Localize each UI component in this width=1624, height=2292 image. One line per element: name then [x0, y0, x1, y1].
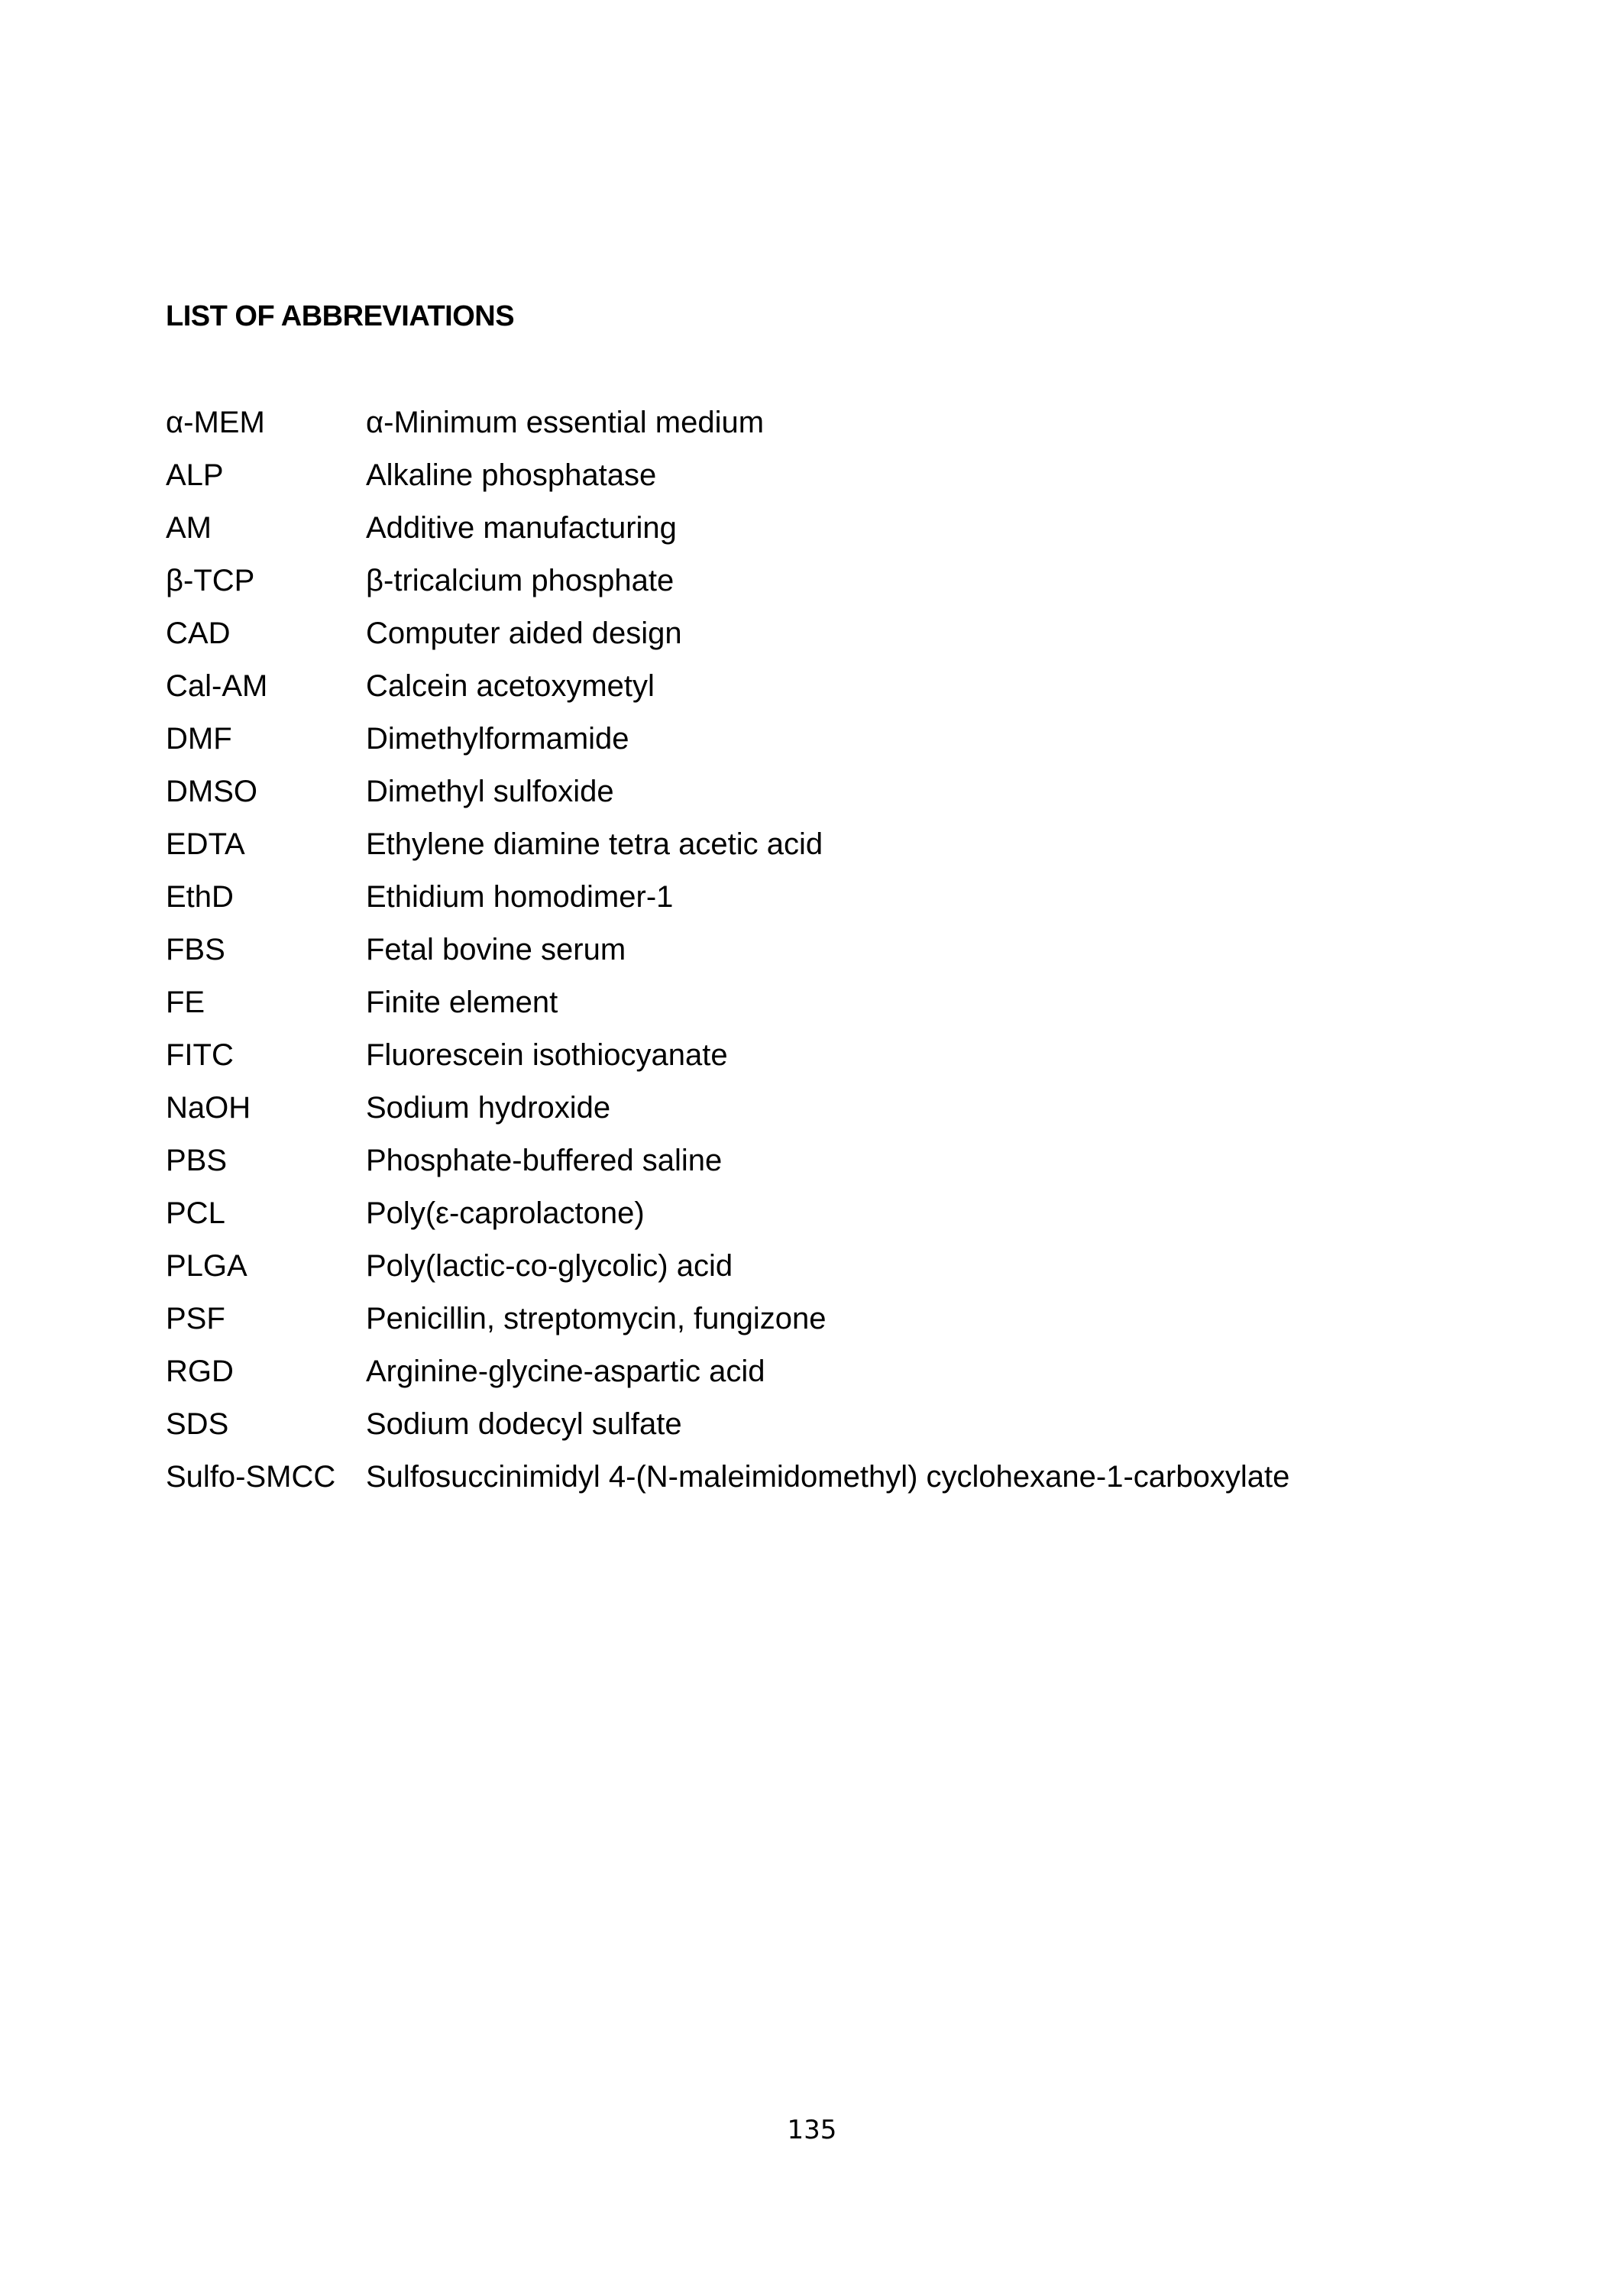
abbreviation-definition: Arginine-glycine-aspartic acid	[366, 1355, 765, 1388]
list-item	[166, 983, 1289, 1036]
list-item	[166, 772, 1289, 825]
list-item	[166, 614, 1289, 667]
list-item	[166, 931, 1289, 983]
abbreviation-term: PBS	[166, 1144, 228, 1177]
abbreviation-term: ALP	[166, 458, 224, 492]
abbreviation-term: CAD	[166, 617, 231, 650]
list-item	[166, 509, 1289, 562]
list-item	[166, 403, 1289, 456]
abbreviation-definition: Finite element	[366, 986, 558, 1019]
abbreviation-term: Sulfo-SMCC	[166, 1460, 336, 1494]
page-title: LIST OF ABBREVIATIONS	[166, 300, 515, 332]
abbreviation-definition: Dimethyl sulfoxide	[366, 775, 614, 808]
list-item	[166, 878, 1289, 931]
abbreviation-list	[166, 403, 1289, 1510]
abbreviation-definition: Fetal bovine serum	[366, 933, 626, 966]
abbreviation-term: β-TCP	[166, 564, 255, 597]
abbreviation-definition: Additive manufacturing	[366, 511, 677, 545]
abbreviation-term: FITC	[166, 1038, 234, 1072]
abbreviation-term: PSF	[166, 1302, 225, 1335]
list-item	[166, 1194, 1289, 1247]
abbreviation-term: RGD	[166, 1355, 234, 1388]
list-item	[166, 1458, 1289, 1510]
abbreviation-definition: Alkaline phosphatase	[366, 458, 657, 492]
abbreviation-definition: α-Minimum essential medium	[366, 406, 765, 439]
abbreviation-definition: Ethylene diamine tetra acetic acid	[366, 827, 823, 861]
abbreviation-term: DMSO	[166, 775, 257, 808]
abbreviation-term: EthD	[166, 880, 234, 914]
list-item	[166, 456, 1289, 509]
abbreviation-definition: β-tricalcium phosphate	[366, 564, 675, 597]
abbreviation-term: EDTA	[166, 827, 245, 861]
abbreviation-definition: Sodium hydroxide	[366, 1091, 611, 1125]
abbreviation-definition: Poly(lactic-co-glycolic) acid	[366, 1249, 733, 1283]
abbreviation-term: FBS	[166, 933, 225, 966]
page-number: 135	[787, 2115, 837, 2145]
abbreviation-definition: Phosphate-buffered saline	[366, 1144, 723, 1177]
list-item	[166, 825, 1289, 878]
list-item	[166, 1405, 1289, 1458]
abbreviation-term: DMF	[166, 722, 232, 756]
abbreviation-term: PLGA	[166, 1249, 247, 1283]
abbreviation-definition: Sulfosuccinimidyl 4-(N-maleimidomethyl) cyclohexane-1-carboxylate	[366, 1460, 1290, 1494]
abbreviation-definition: Fluorescein isothiocyanate	[366, 1038, 728, 1072]
list-item	[166, 1089, 1289, 1141]
abbreviation-term: PCL	[166, 1196, 225, 1230]
abbreviation-term: Cal-AM	[166, 669, 268, 703]
abbreviation-definition: Calcein acetoxymetyl	[366, 669, 655, 703]
abbreviation-definition: Computer aided design	[366, 617, 682, 650]
list-item	[166, 1247, 1289, 1300]
list-item	[166, 720, 1289, 772]
list-item	[166, 1300, 1289, 1352]
list-item	[166, 667, 1289, 720]
abbreviation-term: FE	[166, 986, 205, 1019]
abbreviation-term: α-MEM	[166, 406, 265, 439]
abbreviation-definition: Dimethylformamide	[366, 722, 629, 756]
list-item	[166, 1352, 1289, 1405]
abbreviation-term: AM	[166, 511, 212, 545]
list-item	[166, 562, 1289, 614]
abbreviation-definition: Poly(ε-caprolactone)	[366, 1196, 645, 1230]
abbreviation-definition: Sodium dodecyl sulfate	[366, 1407, 682, 1441]
abbreviation-definition: Ethidium homodimer-1	[366, 880, 674, 914]
abbreviation-term: SDS	[166, 1407, 229, 1441]
list-item	[166, 1036, 1289, 1089]
abbreviation-term: NaOH	[166, 1091, 251, 1125]
list-item	[166, 1141, 1289, 1194]
abbreviation-definition: Penicillin, streptomycin, fungizone	[366, 1302, 827, 1335]
